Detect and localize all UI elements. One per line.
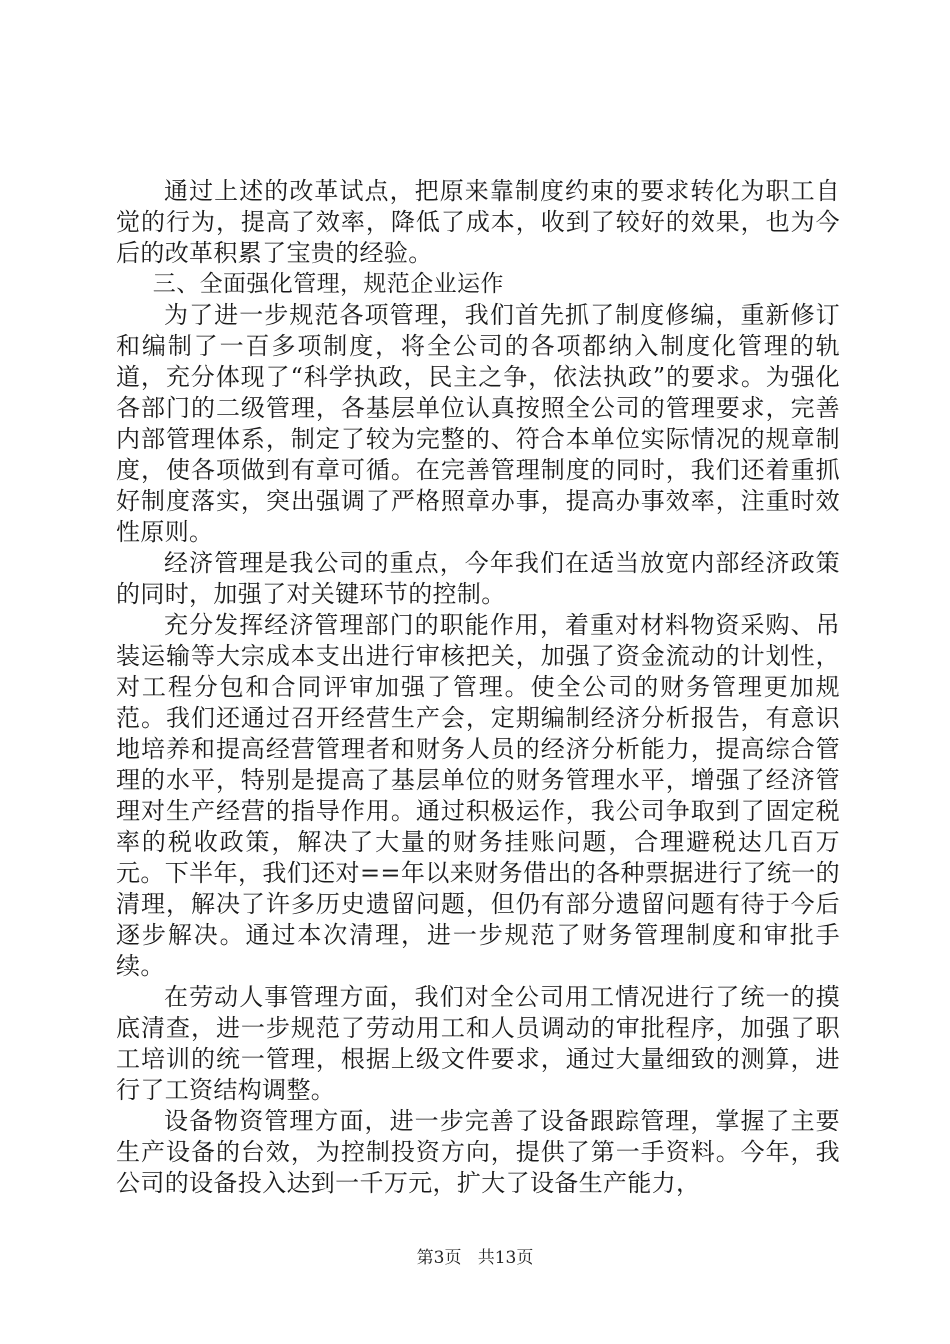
page-footer [0,1243,950,1268]
paragraph-labor-personnel: 在劳动人事管理方面，我们对全公司用工情况进行了统一的摸底清查，进一步规范了劳动用工和人员调动的审批程序，加强了职工培训的统一管理，根据上级文件要求，通过大量细致的测算，进行了工资结构调整。 [116,983,840,1104]
paragraph-reform-summary: 通过上述的改革试点，把原来靠制度约束的要求转化为职工自觉的行为，提高了效率，降低了成本，收到了较好的效果，也为今后的改革积累了宝贵的经验。 [116,177,840,267]
document-body [116,176,840,1199]
section-heading-management: 三、全面强化管理，规范企业运作 [152,271,504,297]
paragraph-equipment-materials: 设备物资管理方面，进一步完善了设备跟踪管理，掌握了主要生产设备的台效，为控制投资方向，提供了第一手资料。今年，我公司的设备投入达到一千万元，扩大了设备生产能力， [116,1107,840,1197]
paragraph-economic-departments: 充分发挥经济管理部门的职能作用，着重对材料物资采购、吊装运输等大宗成本支出进行审核把关，加强了资金流动的计划性，对工程分包和合同评审加强了管理。使全公司的财务管理更加规范。我们还通过召开经营生产会，定期编制经济分析报告，有意识地培养和提高经营管理者和财务人员的经济分析能力，提高综合管理的水平，特别是提高了基层单位的财务管理水平，增强了经济管理对生产经营的指导作用。通过积极运作，我公司争取到了固定税率的税收政策，解决了大量的财务挂账问题，合理避税达几百万元。下半年，我们还对==年以来财务借出的各种票据进行了统一的清理，解决了许多历史遗留问题，但仍有部分遗留问题有待于今后逐步解决。通过本次清理，进一步规范了财务管理制度和审批手续。 [116,611,840,980]
paragraph-system-revision: 为了进一步规范各项管理，我们首先抓了制度修编，重新修订和编制了一百多项制度，将全公司的各项都纳入制度化管理的轨道，充分体现了“科学执政，民主之争，依法执政”的要求。为强化各部门的二级管理，各基层单位认真按照全公司的管理要求，完善内部管理体系，制定了较为完整的、符合本单位实际情况的规章制度，使各项做到有章可循。在完善管理制度的同时，我们还着重抓好制度落实，突出强调了严格照章办事，提高办事效率，注重时效性原则。 [116,301,840,546]
page-number: 第3页 [416,1248,462,1268]
page-total: 共13页 [477,1248,534,1268]
paragraph-economic-management: 经济管理是我公司的重点，今年我们在适当放宽内部经济政策的同时，加强了对关键环节的控制。 [116,549,840,608]
